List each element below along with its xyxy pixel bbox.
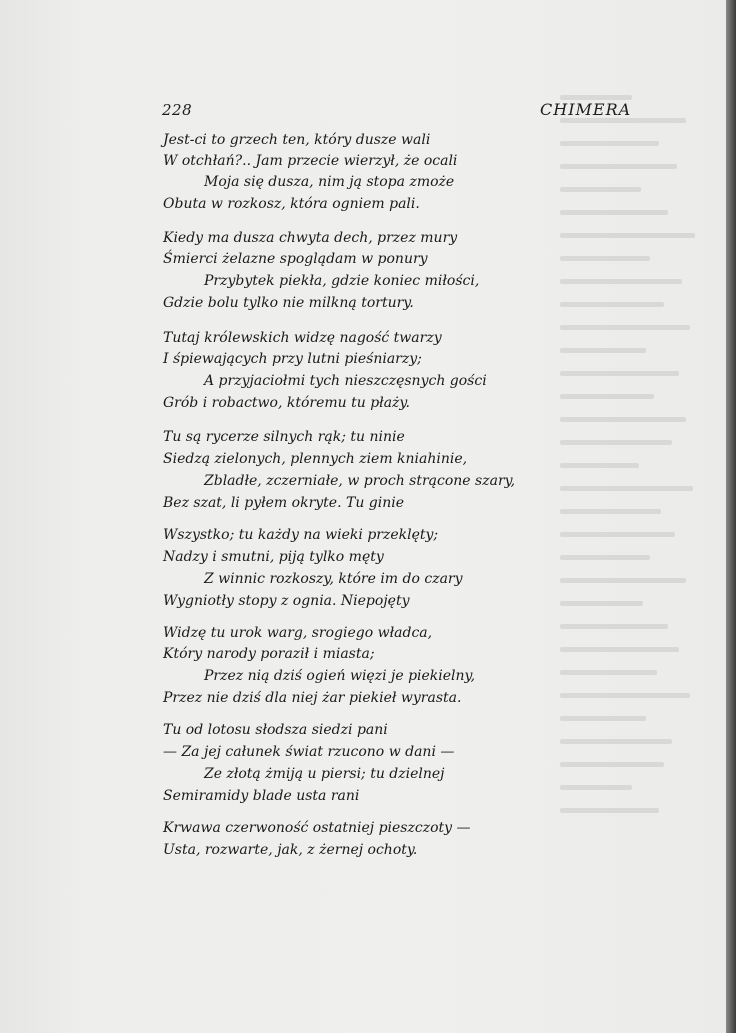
poem-line: Nadzy i smutni, piją tylko męty (163, 549, 384, 565)
poem-line: Tutaj królewskich widzę nagość twarzy (163, 330, 442, 346)
poem-line: Przybytek piekła, gdzie koniec miłości, (204, 273, 480, 289)
poem-line: Przez nią dziś ogień więzi je piekielny, (204, 668, 476, 684)
poem-line: Przez nie dziś dla niej żar piekieł wyrasta. (163, 690, 462, 706)
page-edge-shadow (726, 0, 736, 1033)
poem-line: Gdzie bolu tylko nie milkną tortury. (163, 295, 414, 311)
poem-line: Bez szat, li pyłem okryte. Tu ginie (163, 495, 405, 511)
poem-line: Wygniotły stopy z ognia. Niepojęty (163, 593, 410, 609)
poem-line: Wszystko; tu każdy na wieki przeklęty; (163, 527, 439, 543)
poem-line: Śmierci żelazne spoglądam w ponury (163, 251, 428, 267)
poem-line: Kiedy ma dusza chwyta dech, przez mury (163, 230, 458, 246)
poem-line: Obuta w rozkosz, która ogniem pali. (163, 196, 420, 212)
running-title: CHIMERA (540, 100, 632, 119)
poem-line: Jest-ci to grzech ten, który dusze wali (163, 132, 431, 148)
poem-line: W otchłań?.. Jam przecie wierzył, że ocali (163, 153, 458, 169)
poem-line: Krwawa czerwoność ostatniej pieszczoty — (163, 820, 471, 836)
poem-line: Siedzą zielonych, plennych ziem kniahinie, (163, 451, 468, 467)
page-number: 228 (162, 101, 193, 119)
poem-line: Grób i robactwo, któremu tu płaży. (163, 395, 410, 411)
poem-line: Moja się dusza, nim ją stopa zmoże (204, 174, 455, 190)
poem-line: Widzę tu urok warg, srogiego władca, (163, 625, 433, 641)
poem-line: I śpiewających przy lutni pieśniarzy; (163, 351, 422, 367)
poem-line: — Za jej całunek świat rzucono w dani — (163, 744, 455, 760)
bleed-through-text (560, 95, 726, 855)
poem-line: Zbladłe, zczerniałe, w proch strącone szary, (204, 473, 516, 489)
poem-line: Tu są rycerze silnych rąk; tu ninie (163, 429, 405, 445)
poem-line: Który narody poraził i miasta; (163, 646, 375, 662)
poem-line: A przyjaciołmi tych nieszczęsnych gości (204, 373, 487, 389)
poem-line: Tu od lotosu słodsza siedzi pani (163, 722, 388, 738)
poem-line: Z winnic rozkoszy, które im do czary (204, 571, 463, 587)
poem-line: Ze złotą żmiją u piersi; tu dzielnej (204, 766, 445, 782)
poem-line: Usta, rozwarte, jak, z żernej ochoty. (163, 842, 418, 858)
poem-line: Semiramidy blade usta rani (163, 788, 360, 804)
